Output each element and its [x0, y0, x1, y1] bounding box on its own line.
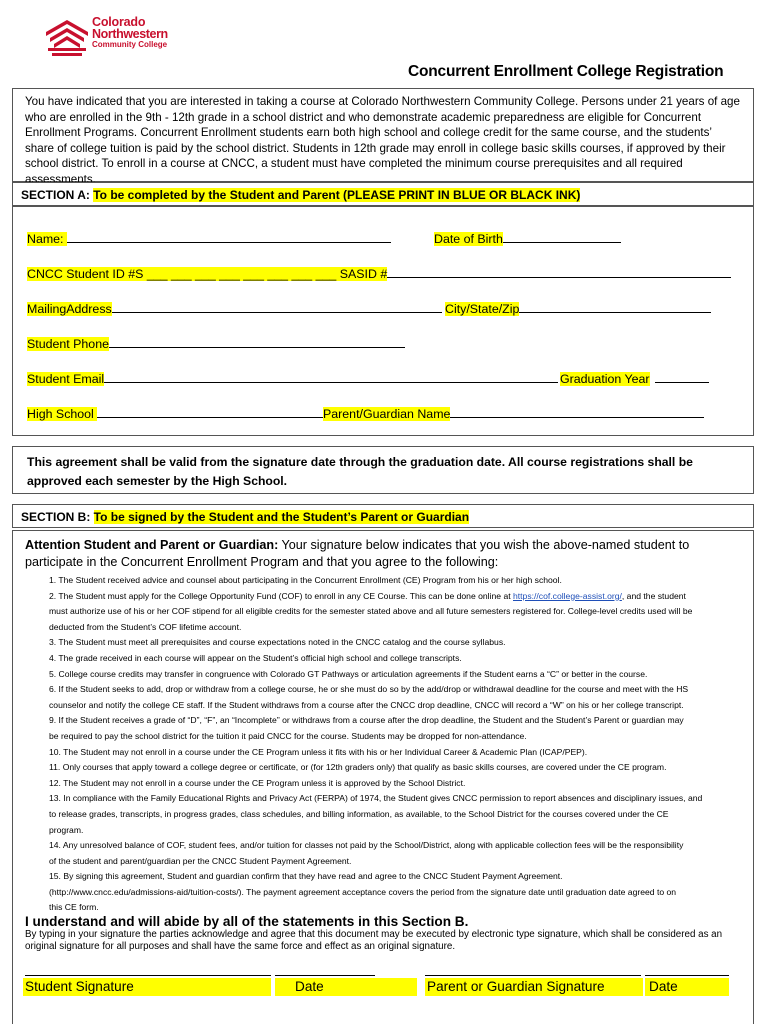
logo-line-2: Northwestern — [92, 27, 168, 41]
agreement-validity-notice: This agreement shall be valid from the signature date through the graduation date. All course registrations shall be approved each semester by the High School. — [12, 446, 754, 494]
name-field[interactable] — [27, 230, 391, 246]
list-item: 13. In compliance with the Family Educational Rights and Privacy Act (FERPA) of 1974, the Student gives CNCC permission to report absences and disciplinary issues, and — [49, 793, 703, 804]
phone-line[interactable] — [109, 335, 405, 348]
intro-paragraph: You have indicated that you are interested in taking a course at Colorado Northwestern Community College. Persons under 21 years of age who are enrolled in the 9th - 12th grade in a school district and who demonstrate academic preparedness are eligible for Concurrent Enrollment Programs. Concurrent Enrollment students earn both high school and college credit for the same course, and the students’ share of college tuition is paid by the school district. Students in 12th grade may enroll in college basic skills courses, if approved by their school district. To enroll in a course at CNCC, a student must have completed the minimum course prerequisites and all required assessments. — [12, 88, 754, 182]
dob-field[interactable] — [434, 230, 621, 246]
list-item: 10. The Student may not enroll in a course under the CE Program unless it fits with his or her Individual Career & Academic Plan (ICAP/PEP). — [49, 746, 588, 757]
email-label: Student Email — [27, 372, 105, 386]
phone-label: Student Phone — [27, 337, 109, 351]
high-school-label: High School — [27, 407, 98, 421]
mailing-address-field[interactable] — [27, 300, 442, 316]
student-signature-label: Student Signature — [23, 978, 271, 996]
list-item: 11. Only courses that apply toward a college degree or certificate, or (for 12th graders only) that qualify as basic skills courses, are covered under the CE program. — [49, 762, 667, 773]
parent-signature-label: Parent or Guardian Signature — [425, 978, 643, 996]
city-line[interactable] — [519, 300, 711, 313]
list-item: counselor and notify the college CE staff. If the Student withdraws from a course after the CNCC drop deadline, CNCC will record a “W” on his or her college transcript. — [49, 699, 684, 710]
dob-label: Date of Birth — [434, 232, 503, 246]
high-school-line[interactable] — [97, 405, 327, 418]
section-b-body — [12, 530, 754, 1024]
student-id-field[interactable] — [27, 265, 731, 281]
list-item: 14. Any unresolved balance of COF, student fees, and/or tuition for classes not paid by the School/District, along with applicable collection fees will be the responsibility — [49, 840, 684, 851]
list-item: this CE form. — [49, 902, 99, 913]
list-item: 15. By signing this agreement, Student and guardian confirm that they have read and agree to the CNCC Student Payment Agreement. — [49, 871, 563, 882]
mailing-line[interactable] — [112, 300, 442, 313]
attention-bold: Attention Student and Parent or Guardian: — [25, 538, 279, 552]
terms-list — [49, 573, 749, 916]
logo-line-3: Community College — [92, 40, 168, 49]
list-item: to release grades, transcripts, in progress grades, class schedules, and billing information, as available, to the School District for the courses covered under the CE — [49, 808, 669, 819]
email-line[interactable] — [104, 370, 558, 383]
list-item: 4. The grade received in each course will appear on the Student’s official high school and college transcripts. — [49, 652, 462, 663]
section-b-header — [12, 504, 754, 528]
grad-year-label: Graduation Year — [560, 372, 650, 386]
student-signature-line[interactable] — [25, 975, 271, 976]
list-item: 12. The Student may not enroll in a course under the CE Program unless it is approved by the School District. — [49, 777, 466, 788]
parent-name-line[interactable] — [450, 405, 704, 418]
section-b-prefix: SECTION B: — [21, 510, 94, 524]
list-item: of the student and parent/guardian per the CNCC Student Payment Agreement. — [49, 855, 352, 866]
understand-statement: I understand and will abide by all of the statements in this Section B. — [25, 914, 469, 929]
name-line[interactable] — [67, 230, 391, 243]
mailing-label: MailingAddress — [27, 302, 112, 316]
graduation-year-field[interactable] — [560, 370, 709, 386]
section-a-prefix: SECTION A: — [21, 188, 94, 202]
electronic-signature-notice: By typing in your signature the parties acknowledge and agree that this document may be executed by electronic type signature, which shall be considered as an original signature for all purposes and shall have the same force and effect as an original signature. — [25, 929, 723, 952]
dob-line[interactable] — [503, 230, 621, 243]
student-date-label: Date — [275, 978, 417, 996]
list-item: (http://www.cncc.edu/admissions-aid/tuition-costs/). The payment agreement acceptance covers the period from the signature date until graduation date agreed to on — [49, 886, 677, 897]
parent-date-label: Date — [645, 978, 729, 996]
cof-link[interactable]: https://cof.college-assist.org/ — [513, 590, 622, 601]
student-date-line[interactable] — [275, 975, 375, 976]
parent-name-field[interactable] — [323, 405, 704, 421]
parent-name-label: Parent/Guardian Name — [323, 407, 451, 421]
logo-text — [92, 16, 168, 49]
list-item: 9. If the Student receives a grade of “D”, “F”, an “Incomplete” or withdraws from a course after the drop deadline, the Student and the Student’s Parent or guardian may — [49, 715, 684, 726]
list-item: 6. If the Student seeks to add, drop or withdraw from a college course, he or she must do so by the add/drop or withdrawal deadline for the course and meet with the HS — [49, 684, 689, 695]
name-label: Name: — [27, 232, 67, 246]
logo-mark-icon — [44, 18, 90, 62]
student-info-fields — [12, 206, 754, 436]
student-id-label: CNCC Student ID #S ___ ___ ___ ___ ___ ___ ___ ___ SASID # — [27, 267, 388, 281]
high-school-field[interactable] — [27, 405, 327, 421]
parent-date-line[interactable] — [645, 975, 729, 976]
list-item: deducted from the Student’s COF lifetime account. — [49, 621, 242, 632]
list-item: be required to pay the school district for the tuition it paid CNCC for the course. Students may be dropped for non-attendance. — [49, 730, 527, 741]
list-item: must authorize use of his or her COF stipend for all eligible credits for the semester stated above and all future semesters registered for. College-level credits used will be — [49, 606, 693, 617]
section-a-header — [12, 182, 754, 206]
section-a-heading: To be completed by the Student and Parent (PLEASE PRINT IN BLUE OR BLACK INK) — [93, 188, 581, 202]
phone-field[interactable] — [27, 335, 405, 351]
logo-line-1: Colorado — [92, 15, 146, 29]
parent-signature-line[interactable] — [425, 975, 641, 976]
form-title: Concurrent Enrollment College Registration — [408, 63, 724, 80]
attention-paragraph — [25, 537, 745, 571]
list-item: 2. The Student must apply for the College Opportunity Fund (COF) to enroll in any CE Course. This can be done online at https://cof.college-assist.org/, and the student — [49, 590, 686, 601]
section-b-heading: To be signed by the Student and the Student’s Parent or Guardian — [93, 510, 470, 524]
college-logo — [44, 16, 194, 64]
city-label: City/State/Zip — [445, 302, 520, 316]
email-field[interactable] — [27, 370, 558, 386]
sasid-line[interactable] — [387, 265, 731, 278]
attention-text: Your signature below indicates that you wish the above-named student to participate in the Concurrent Enrollment Program and that you agree to the following: — [25, 538, 690, 569]
list-item: 5. College course credits may transfer in congruence with Colorado GT Pathways or articulation agreements if the Student earns a “C” or better in the course. — [49, 668, 648, 679]
grad-year-line[interactable] — [655, 370, 709, 383]
city-state-zip-field[interactable] — [445, 300, 711, 316]
list-item: program. — [49, 824, 84, 835]
list-item: 3. The Student must meet all prerequisites and course expectations noted in the CNCC catalog and the course syllabus. — [49, 637, 506, 648]
list-item: 1. The Student received advice and counsel about participating in the Concurrent Enrollment (CE) Program from his or her high school. — [49, 575, 562, 585]
